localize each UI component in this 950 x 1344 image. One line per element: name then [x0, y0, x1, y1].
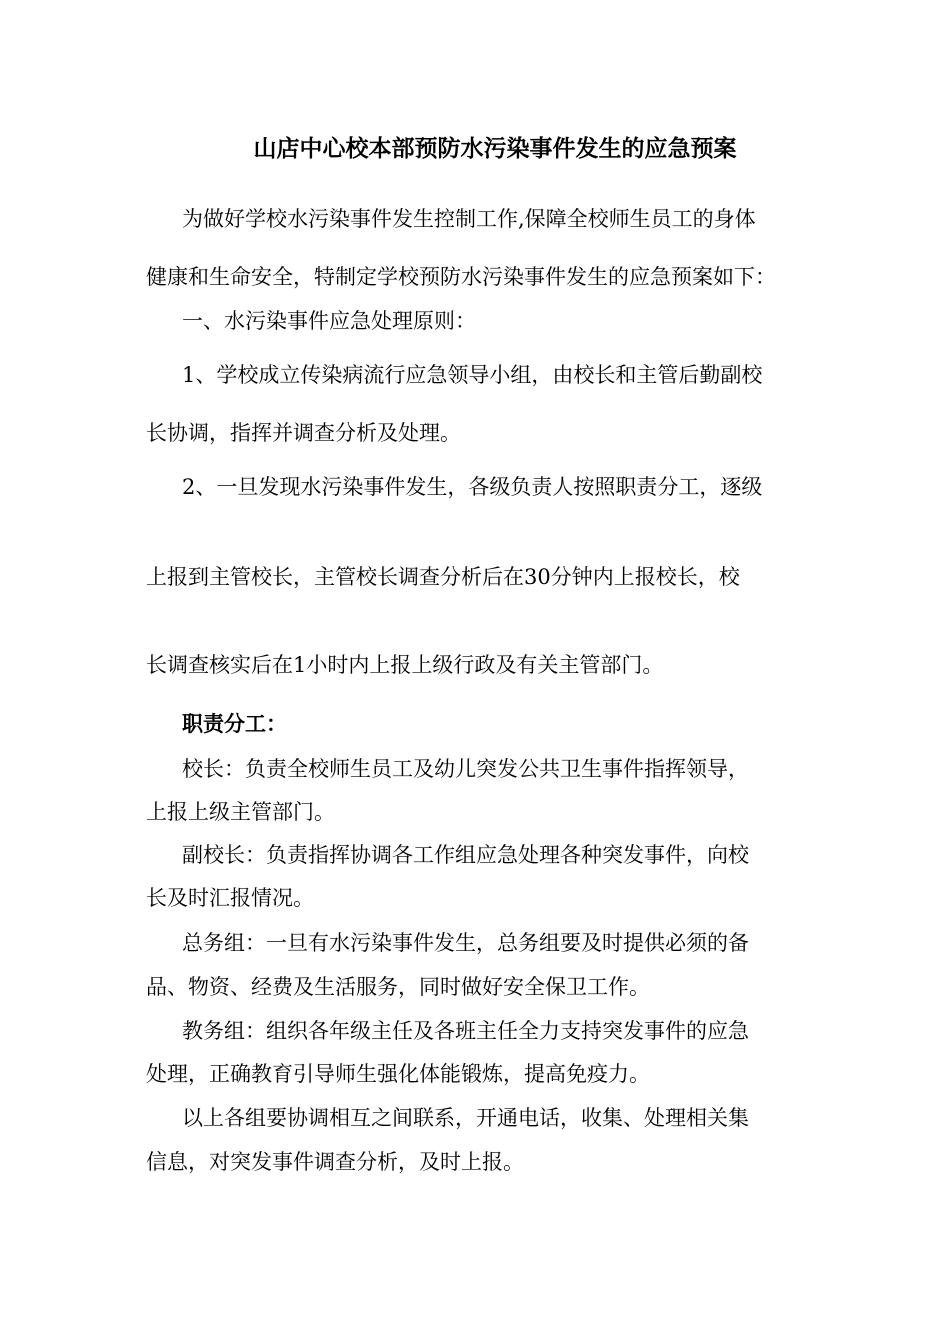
item2-line-1: 2、一旦发现水污染事件发生，各级负责人按照职责分工，逐级 [182, 475, 763, 499]
closing-line-2: 信息，对突发事件调查分析，及时上报。 [146, 1150, 524, 1174]
intro-line-2: 健康和生命安全，特制定学校预防水污染事件发生的应急预案如下： [146, 265, 776, 289]
item2-line-2: 上报到主管校长，主管校长调查分析后在30分钟内上报校长，校 [146, 565, 740, 589]
duty-vice-line-1: 副校长：负责指挥协调各工作组应急处理各种突发事件，向校 [182, 843, 749, 867]
document-title: 山店中心校本部预防水污染事件发生的应急预案 [253, 136, 737, 162]
duty-principal-line-1: 校长：负责全校师生员工及幼儿突发公共卫生事件指挥领导， [182, 757, 749, 781]
duty-teaching-line-1: 教务组：组织各年级主任及各班主任全力支持突发事件的应急 [182, 1019, 749, 1043]
duty-general-line-1: 总务组：一旦有水污染事件发生，总务组要及时提供必须的备 [182, 931, 749, 955]
intro-line-1: 为做好学校水污染事件发生控制工作,保障全校师生员工的身体 [182, 207, 756, 231]
duty-general-line-2: 品、物资、经费及生活服务，同时做好安全保卫工作。 [146, 975, 650, 999]
duty-vice-line-2: 长及时汇报情况。 [146, 886, 314, 910]
item1-line-2: 长协调，指挥并调查分析及处理。 [146, 421, 461, 445]
item1-line-1: 1、学校成立传染病流行应急领导小组，由校长和主管后勤副校 [182, 363, 763, 387]
section1-heading: 一、水污染事件应急处理原则： [182, 309, 476, 333]
item2-line-3: 长调查核实后在1小时内上报上级行政及有关主管部门。 [146, 653, 664, 677]
duty-teaching-line-2: 处理，正确教育引导师生强化体能锻炼，提高免疫力。 [146, 1062, 650, 1086]
duties-heading: 职责分工： [182, 712, 287, 736]
closing-line-1: 以上各组要协调相互之间联系，开通电话，收集、处理相关集 [182, 1106, 749, 1130]
duty-principal-line-2: 上报上级主管部门。 [146, 800, 335, 824]
